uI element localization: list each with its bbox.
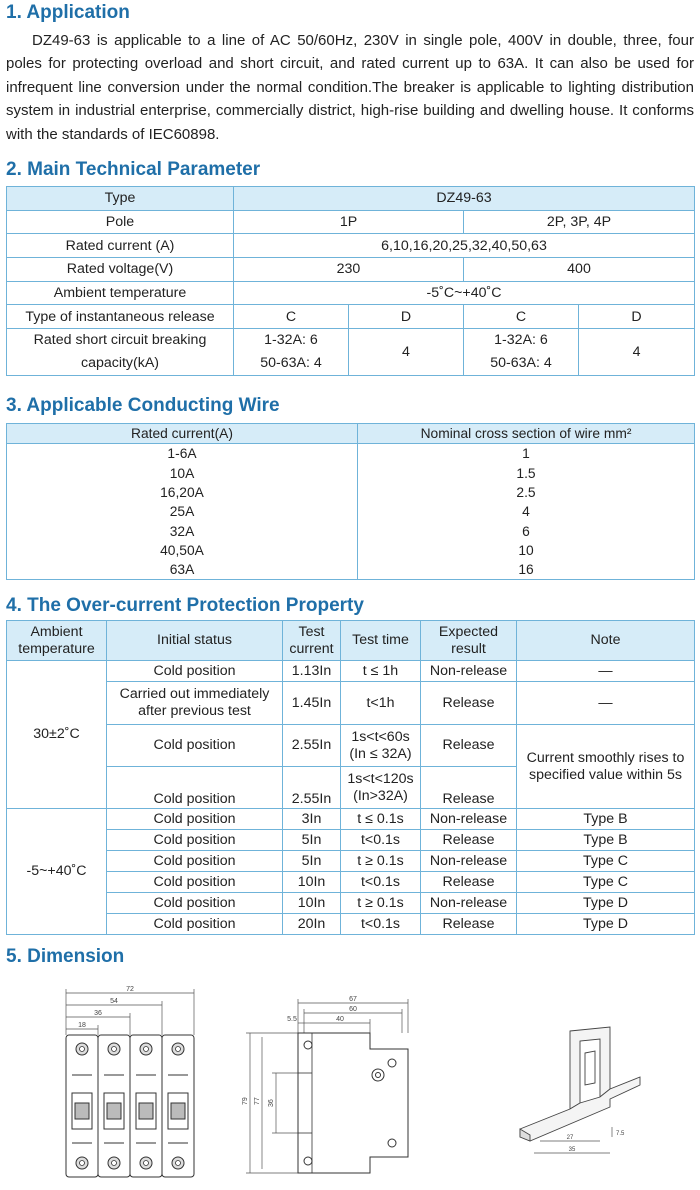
dim-77: 77: [254, 1097, 261, 1105]
cell: t ≥ 0.1s: [341, 893, 421, 914]
breaking-c-multi: [464, 329, 579, 376]
dim-18: 18: [78, 1022, 86, 1029]
table-row: [7, 444, 695, 464]
section-wire-title: 3. Applicable Conducting Wire: [6, 395, 280, 416]
table-row: [7, 893, 695, 914]
section-application-title: 1. Application: [6, 2, 130, 23]
pole-multi: 2P, 3P, 4P: [464, 210, 695, 234]
cell: 10In: [283, 872, 341, 893]
dim-7-5: 7.5: [616, 1131, 625, 1137]
pole-label: Pole: [7, 210, 234, 234]
cell: Cold position: [107, 725, 283, 767]
table-row: [7, 661, 695, 682]
breaking-label-line2: capacity(kA): [80, 355, 160, 372]
cell: Release: [421, 872, 517, 893]
cell: 1.13In: [283, 661, 341, 682]
cell: 2.55In: [283, 725, 341, 767]
cell: t ≥ 0.1s: [341, 851, 421, 872]
table-row: [7, 809, 695, 830]
wire-section-cell: 2.5: [358, 483, 695, 502]
table-row: [7, 682, 695, 725]
wire-section-cell: 10: [358, 541, 695, 560]
dim-27: 27: [566, 1135, 574, 1141]
status-line2: after previous test: [138, 703, 251, 719]
note-line1: Current smoothly rises to: [526, 749, 685, 766]
table-row: [7, 258, 695, 282]
cell: 10In: [283, 893, 341, 914]
table-row: [7, 281, 695, 305]
din-rail: [520, 1027, 640, 1141]
cell: Type B: [517, 809, 695, 830]
col-initial-status: Initial status: [107, 621, 283, 661]
table-row: [7, 541, 695, 560]
breaking-c-1p-line2: 50-63A: 4: [260, 355, 322, 372]
rated-voltage-label: Rated voltage(V): [7, 258, 234, 282]
col-test-current: [283, 621, 341, 661]
rated-voltage-1p: 230: [234, 258, 464, 282]
table-row: [7, 329, 695, 376]
cell: [107, 682, 283, 725]
temp-group-2: -5~+40˚C: [7, 809, 107, 935]
dim-79: 79: [242, 1097, 249, 1105]
type-value: DZ49-63: [234, 187, 695, 211]
table-row: [7, 464, 695, 483]
type-label: Type: [7, 187, 234, 211]
time-line1: 1s<t<120s: [347, 770, 414, 787]
wire-current-cell: 63A: [7, 560, 358, 580]
temp-group-1: 30±2˚C: [7, 661, 107, 809]
col-ambient: [7, 621, 107, 661]
breaking-c-1p-line1: 1-32A: 6: [264, 332, 318, 349]
wire-current-cell: 40,50A: [7, 541, 358, 560]
dim-67: 67: [349, 996, 357, 1003]
cell: 3In: [283, 809, 341, 830]
wire-section-cell: 6: [358, 521, 695, 540]
table-row: [7, 621, 695, 661]
table-row: [7, 210, 695, 234]
breaking-d-multi: 4: [579, 329, 695, 376]
release-label: Type of instantaneous release: [7, 305, 234, 329]
cell: 5In: [283, 830, 341, 851]
table-row: [7, 502, 695, 521]
release-d-1p: D: [349, 305, 464, 329]
col-note: Note: [517, 621, 695, 661]
cell: Cold position: [107, 661, 283, 682]
dim-5-5: 5.5: [287, 1016, 297, 1023]
cell: Release: [421, 830, 517, 851]
ambient-value: -5˚C~+40˚C: [234, 281, 695, 305]
cell: t ≤ 1h: [341, 661, 421, 682]
dim-35: 35: [568, 1147, 576, 1153]
rated-current-value: 6,10,16,20,25,32,40,50,63: [234, 234, 695, 258]
cell: Cold position: [107, 830, 283, 851]
dim-72: 72: [126, 986, 134, 993]
cell: Cold position: [107, 851, 283, 872]
cell: Release: [421, 682, 517, 725]
overcurrent-table: [6, 620, 695, 935]
release-c-multi: C: [464, 305, 579, 329]
dim-54: 54: [110, 998, 118, 1005]
time-line1: 1s<t<60s: [351, 728, 410, 745]
wire-section-cell: 16: [358, 560, 695, 580]
cell: 2.55In: [283, 767, 341, 809]
cell: 1.45In: [283, 682, 341, 725]
cell: Type D: [517, 893, 695, 914]
dim-36: 36: [94, 1010, 102, 1017]
col-test-line2: current: [289, 640, 334, 657]
ambient-label: Ambient temperature: [7, 281, 234, 305]
status-line1: Carried out immediately: [119, 686, 270, 702]
table-row: [7, 187, 695, 211]
col-expected-result: [421, 621, 517, 661]
table-row: [7, 560, 695, 580]
cell: Non-release: [421, 893, 517, 914]
table-row: [7, 830, 695, 851]
cell: Cold position: [107, 872, 283, 893]
note-smooth-rise: [517, 725, 695, 809]
table-row: [7, 424, 695, 444]
wire-current-cell: 10A: [7, 464, 358, 483]
front-view-drawing: [60, 983, 200, 1183]
breaking-c-multi-line2: 50-63A: 4: [490, 355, 552, 372]
cell: Type B: [517, 830, 695, 851]
cell: Cold position: [107, 914, 283, 935]
din-rail-drawing: [500, 1023, 660, 1173]
release-c-1p: C: [234, 305, 349, 329]
cell: 20In: [283, 914, 341, 935]
col-ambient-line2: temperature: [18, 640, 95, 657]
cell: Type C: [517, 872, 695, 893]
col-expected-line2: result: [451, 640, 486, 657]
table-row: [7, 521, 695, 540]
breaking-d-1p: 4: [349, 329, 464, 376]
cell: Type D: [517, 914, 695, 935]
cell: t ≤ 0.1s: [341, 809, 421, 830]
breaking-capacity-label: [7, 329, 234, 376]
cell: t<0.1s: [341, 914, 421, 935]
time-line2: (In>32A): [353, 787, 408, 804]
wire-col-section: Nominal cross section of wire mm²: [358, 424, 695, 444]
cell: [341, 767, 421, 809]
overcurrent-low-temp-body: [7, 809, 695, 935]
table-row: [7, 851, 695, 872]
cell: Non-release: [421, 661, 517, 682]
wire-col-current: Rated current(A): [7, 424, 358, 444]
cell: Release: [421, 914, 517, 935]
col-test-line1: Test: [298, 623, 325, 640]
cell: Non-release: [421, 809, 517, 830]
section-dimension-title: 5. Dimension: [6, 946, 125, 967]
col-expected-line1: Expected: [438, 623, 499, 640]
cell: Type C: [517, 851, 695, 872]
wire-current-cell: 1-6A: [7, 444, 358, 464]
dim-60: 60: [349, 1006, 357, 1013]
breaking-label-line1: Rated short circuit breaking: [33, 332, 207, 349]
cell: Cold position: [107, 809, 283, 830]
cell: Cold position: [107, 893, 283, 914]
table-row: [7, 725, 695, 767]
wire-current-cell: 32A: [7, 521, 358, 540]
cell: t<1h: [341, 682, 421, 725]
wire-table-body: [7, 444, 695, 580]
pole-1p: 1P: [234, 210, 464, 234]
rated-voltage-multi: 400: [464, 258, 695, 282]
dim-40: 40: [336, 1016, 344, 1023]
table-row: [7, 872, 695, 893]
wire-table: [6, 423, 695, 580]
cell: t<0.1s: [341, 872, 421, 893]
cell: [341, 725, 421, 767]
time-line2: (In ≤ 32A): [349, 745, 412, 762]
cell: —: [517, 682, 695, 725]
breaking-c-1p: [234, 329, 349, 376]
breaker-side-body: [298, 1033, 408, 1173]
rated-current-label: Rated current (A): [7, 234, 234, 258]
section-overcurrent-title: 4. The Over-current Protection Property: [6, 595, 364, 616]
section-technical-title: 2. Main Technical Parameter: [6, 159, 261, 180]
table-row: [7, 483, 695, 502]
cell: t<0.1s: [341, 830, 421, 851]
cell: Release: [421, 767, 517, 809]
cell: —: [517, 661, 695, 682]
wire-section-cell: 4: [358, 502, 695, 521]
technical-parameter-table: [6, 186, 695, 376]
wire-section-cell: 1.5: [358, 464, 695, 483]
side-view-drawing: [240, 993, 420, 1183]
release-d-multi: D: [579, 305, 695, 329]
wire-current-cell: 16,20A: [7, 483, 358, 502]
table-row: [7, 234, 695, 258]
dim-36v: 36: [268, 1099, 275, 1107]
cell: Non-release: [421, 851, 517, 872]
application-paragraph: DZ49-63 is applicable to a line of AC 50/60Hz, 230V in single pole, 400V in double, three, four poles for protecting overload and short circuit, and rated current up to 63A. It can also be used for infrequent line conversion under the normal condition.The breaker is applicable to lighting distribution system in industrial enterprise, commercially district, high-rise building and dwelling house. It conforms with the standards of IEC60898.: [6, 32, 694, 143]
table-row: [7, 305, 695, 329]
note-line2: specified value within 5s: [529, 766, 682, 783]
cell: Release: [421, 725, 517, 767]
wire-current-cell: 25A: [7, 502, 358, 521]
col-test-time: Test time: [341, 621, 421, 661]
col-ambient-line1: Ambient: [30, 623, 83, 640]
cell: Cold position: [107, 767, 283, 809]
breaking-c-multi-line1: 1-32A: 6: [494, 332, 548, 349]
table-row: [7, 914, 695, 935]
wire-section-cell: 1: [358, 444, 695, 464]
cell: 5In: [283, 851, 341, 872]
